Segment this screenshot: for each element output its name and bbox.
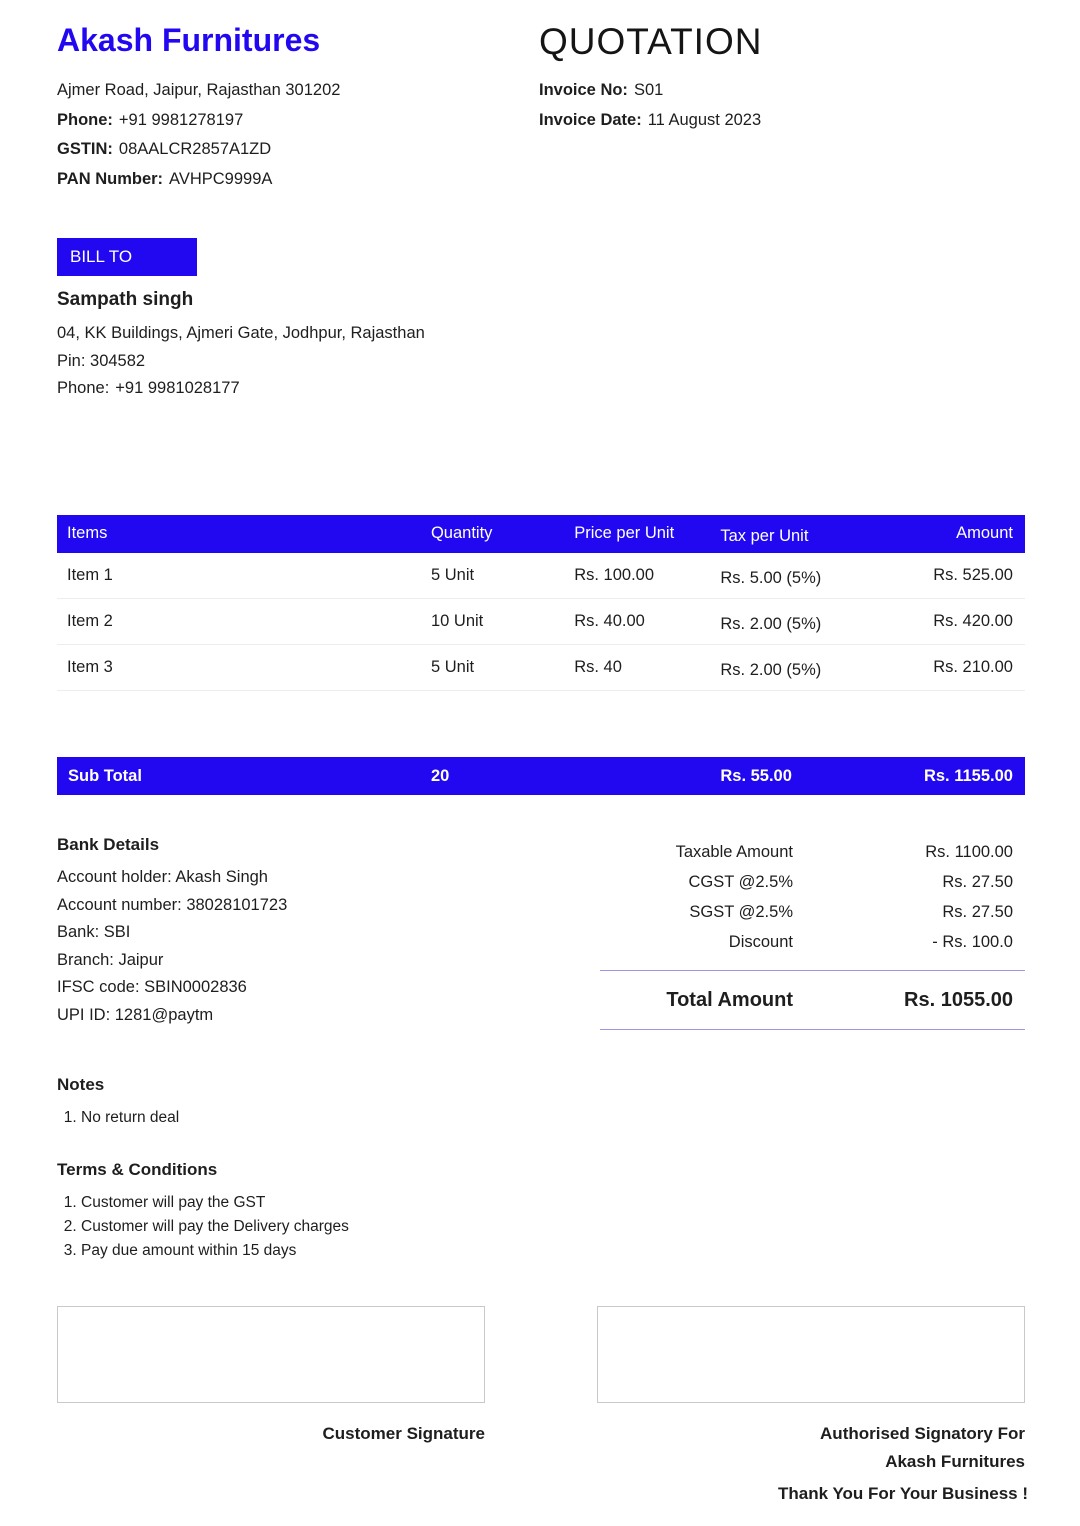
summary-row-taxable — [600, 837, 1025, 867]
notes-list — [57, 1106, 1025, 1129]
bank-name: Bank: SBI — [57, 923, 131, 941]
item-tax: Rs. 5.00 (5%) — [710, 553, 855, 599]
company-gstin-value: 08AALCR2857A1ZD — [118, 140, 272, 158]
company-pan — [57, 165, 539, 195]
thank-you-note: Thank You For Your Business ! — [777, 1484, 1028, 1503]
subtotal-amount: Rs. 1155.00 — [923, 766, 1013, 785]
header — [57, 20, 1025, 194]
company-gstin — [57, 135, 539, 165]
item-quantity: 5 Unit — [421, 645, 564, 691]
customer-pin: Pin: 304582 — [57, 351, 146, 370]
col-header-amount: Amount — [856, 515, 1025, 553]
items-section — [57, 515, 1025, 692]
bank-account-number: Account number: 38028101723 — [57, 895, 288, 914]
subtotal-bar — [57, 757, 1025, 795]
col-header-quantity: Quantity — [421, 515, 564, 553]
company-pan-label: PAN Number: — [57, 169, 164, 188]
item-price: Rs. 40.00 — [564, 599, 710, 645]
bank-ifsc: IFSC code: SBIN0002836 — [57, 978, 247, 996]
notes-section — [57, 1075, 1025, 1129]
customer-phone-label: Phone: — [57, 379, 110, 397]
customer-details — [57, 320, 1025, 403]
company-phone-label: Phone: — [57, 110, 113, 129]
customer-name: Sampath singh — [57, 289, 194, 310]
invoice-no-value: S01 — [633, 81, 664, 99]
company-name: Akash Furnitures — [57, 22, 321, 58]
authorised-signatory-label — [597, 1420, 1025, 1476]
table-row — [57, 553, 1025, 599]
summary-row-sgst — [600, 897, 1025, 927]
summary-value: Rs. 27.50 — [942, 903, 1013, 921]
customer-signature-label: Customer Signature — [322, 1424, 485, 1443]
authorised-signatory-line1: Authorised Signatory For — [820, 1424, 1025, 1443]
amount-summary — [600, 835, 1025, 1043]
table-row — [57, 645, 1025, 691]
summary-value: Rs. 1100.00 — [925, 843, 1013, 861]
bank-details-heading: Bank Details — [57, 835, 160, 854]
subtotal-quantity: 20 — [430, 766, 450, 785]
invoice-no-label: Invoice No: — [539, 81, 628, 99]
invoice-date-value: 11 August 2023 — [647, 110, 762, 129]
customer-address: 04, KK Buildings, Ajmeri Gate, Jodhpur, Rajasthan — [57, 324, 425, 342]
summary-label: Taxable Amount — [675, 843, 793, 861]
item-amount: Rs. 525.00 — [856, 553, 1025, 599]
authorised-signatory-box — [597, 1306, 1025, 1403]
summary-row-cgst — [600, 867, 1025, 897]
page-title: QUOTATION — [539, 21, 763, 62]
company-gstin-label: GSTIN: — [57, 140, 113, 158]
terms-section — [57, 1160, 1025, 1262]
subtotal-label: Sub Total — [68, 766, 142, 785]
item-name: Item 1 — [57, 553, 421, 599]
authorised-signatory-line2: Akash Furnitures — [885, 1452, 1025, 1471]
summary-row-discount — [600, 927, 1025, 957]
bank-account-holder: Account holder: Akash Singh — [57, 868, 268, 886]
list-item: 1. Customer will pay the GST — [81, 1191, 1025, 1214]
terms-list — [57, 1191, 1025, 1262]
company-info — [57, 20, 539, 194]
list-item: 1. No return deal — [81, 1106, 1025, 1129]
total-amount-row — [600, 984, 1025, 1016]
item-name: Item 2 — [57, 599, 421, 645]
customer-phone — [57, 375, 1025, 403]
totals-section — [57, 835, 1025, 1043]
subtotal-tax: Rs. 55.00 — [720, 766, 792, 785]
customer-phone-value: +91 9981028177 — [115, 379, 240, 397]
bank-upi: UPI ID: 1281@paytm — [57, 1005, 214, 1024]
bank-branch: Branch: Jaipur — [57, 950, 164, 969]
item-amount: Rs. 420.00 — [856, 599, 1025, 645]
terms-heading: Terms & Conditions — [57, 1160, 218, 1179]
company-pan-value: AVHPC9999A — [169, 169, 273, 188]
total-divider-bottom — [600, 1029, 1025, 1030]
total-divider-top — [600, 970, 1025, 971]
item-price: Rs. 100.00 — [564, 553, 710, 599]
item-quantity: 10 Unit — [421, 599, 564, 645]
bill-to-badge: BILL TO — [57, 238, 197, 276]
items-table-header-row — [57, 515, 1025, 553]
signatures-section — [57, 1306, 1025, 1476]
item-name: Item 3 — [57, 645, 421, 691]
authorised-signatory-block — [597, 1306, 1025, 1476]
summary-label: SGST @2.5% — [689, 903, 793, 921]
total-amount-value: Rs. 1055.00 — [904, 989, 1013, 1011]
item-tax: Rs. 2.00 (5%) — [710, 599, 855, 645]
col-header-tax-per-unit: Tax per Unit — [710, 515, 855, 553]
summary-value: Rs. 27.50 — [942, 873, 1013, 891]
item-price: Rs. 40 — [564, 645, 710, 691]
list-item: 2. Customer will pay the Delivery charges — [81, 1215, 1025, 1238]
bank-details — [57, 835, 287, 1043]
summary-label: Discount — [728, 933, 793, 951]
list-item: 3. Pay due amount within 15 days — [81, 1239, 1025, 1262]
notes-heading: Notes — [57, 1075, 105, 1094]
document-meta — [539, 20, 1025, 194]
item-amount: Rs. 210.00 — [856, 645, 1025, 691]
table-row — [57, 599, 1025, 645]
invoice-date-label: Invoice Date: — [539, 110, 642, 129]
customer-signature-block — [57, 1306, 485, 1476]
summary-value: - Rs. 100.0 — [932, 933, 1013, 951]
col-header-price-per-unit: Price per Unit — [564, 515, 710, 553]
invoice-no — [539, 76, 1025, 106]
item-quantity: 5 Unit — [421, 553, 564, 599]
customer-signature-box — [57, 1306, 485, 1403]
company-address: Ajmer Road, Jaipur, Rajasthan 301202 — [57, 81, 341, 99]
invoice-date — [539, 106, 1025, 136]
total-amount-label: Total Amount — [666, 989, 793, 1011]
item-tax: Rs. 2.00 (5%) — [710, 645, 855, 691]
company-phone-value: +91 9981278197 — [118, 110, 244, 129]
col-header-items: Items — [57, 515, 421, 553]
items-table — [57, 515, 1025, 692]
summary-label: CGST @2.5% — [688, 873, 793, 891]
company-phone — [57, 106, 539, 136]
